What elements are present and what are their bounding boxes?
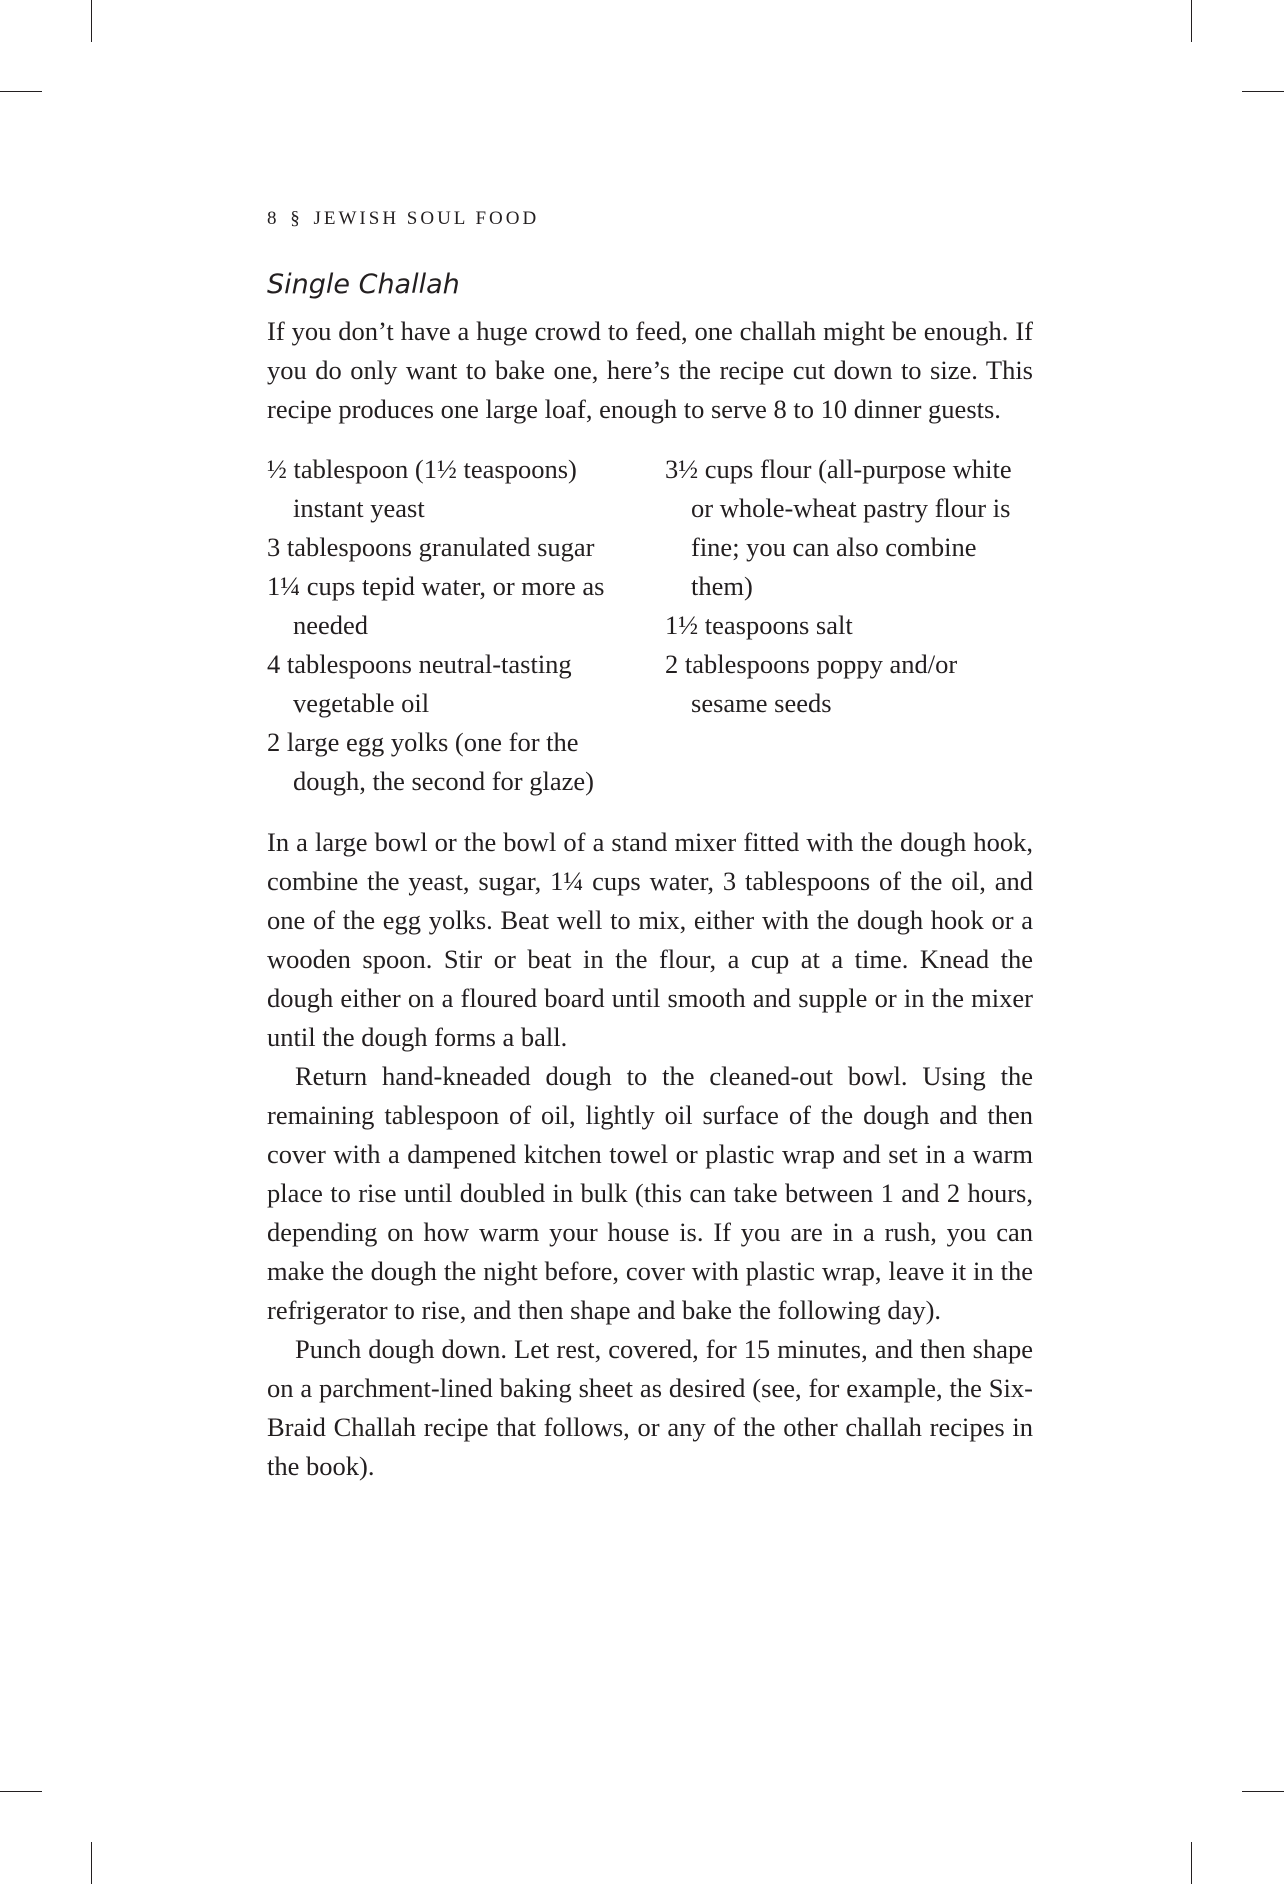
crop-mark-top-left-horizontal — [0, 91, 42, 92]
recipe-title: Single Challah — [267, 269, 460, 300]
ingredient-item: ½ tablespoon (1½ teaspoons) instant yeast — [267, 454, 577, 523]
method-step-2: Return hand-kneaded dough to the cleaned-out bowl. Using the remaining tablespoon of oil, lightly oil surface of the dough and then cover with a dampened kitchen towel or plastic wrap and set in a warm place to rise until doubled in bulk (this can take between 1 and 2 hours, depending on how warm your house is. If you are in a rush, you can make the dough the night before, cover with plastic wrap, leave it in the refrigerator to rise, and then shape and bake the following day). — [267, 1061, 1033, 1325]
method-step-3: Punch dough down. Let rest, covered, for 15 minutes, and then shape on a parchment-lined baking sheet as desired (see, for example, the Six-Braid Challah recipe that follows, or any of the other challah recipes in the book). — [267, 1334, 1033, 1481]
crop-mark-top-right-horizontal — [1242, 91, 1284, 92]
ingredient-column-left — [267, 450, 635, 801]
crop-mark-bottom-left-horizontal — [0, 1791, 42, 1792]
book-page — [267, 200, 1033, 1486]
section-symbol: § — [290, 208, 300, 229]
crop-mark-bottom-right-horizontal — [1242, 1791, 1284, 1792]
ingredient-item: 4 tablespoons neutral-tasting vegetable oil — [267, 649, 572, 718]
ingredient-item: 1½ teaspoons salt — [665, 610, 853, 640]
ingredient-item: 2 tablespoons poppy and/or sesame seeds — [665, 649, 958, 718]
ingredient-item: 3½ cups flour (all-purpose white or whole-wheat pastry flour is fine; you can also combine them) — [665, 454, 1012, 601]
crop-mark-top-left — [91, 0, 92, 42]
book-title: JEWISH SOUL FOOD — [313, 208, 540, 229]
ingredient-item: 1¼ cups tepid water, or more as needed — [267, 571, 605, 640]
page-number: 8 — [267, 208, 277, 229]
crop-mark-bottom-right — [1191, 1842, 1192, 1884]
crop-mark-top-right — [1191, 0, 1192, 42]
crop-mark-bottom-left — [91, 1842, 92, 1884]
method-step-1: In a large bowl or the bowl of a stand mixer fitted with the dough hook, combine the yeast, sugar, 1¼ cups water, 3 tablespoons of the oil, and one of the egg yolks. Beat well to mix, either with the dough hook or a wooden spoon. Stir or beat in the flour, a cup at a time. Knead the dough either on a floured board until smooth and supple or in the mixer until the dough forms a ball. — [267, 827, 1033, 1052]
recipe-intro: If you don’t have a huge crowd to feed, one challah might be enough. If you do only want to bake one, here’s the recipe cut down to size. This recipe produces one large loaf, enough to serve 8 to 10 dinner guests. — [267, 316, 1033, 424]
ingredient-item: 2 large egg yolks (one for the dough, the second for glaze) — [267, 727, 594, 796]
ingredient-item: 3 tablespoons granulated sugar — [267, 532, 595, 562]
ingredient-column-right — [665, 450, 1033, 801]
ingredient-list — [267, 450, 1033, 801]
running-head — [267, 200, 1033, 238]
